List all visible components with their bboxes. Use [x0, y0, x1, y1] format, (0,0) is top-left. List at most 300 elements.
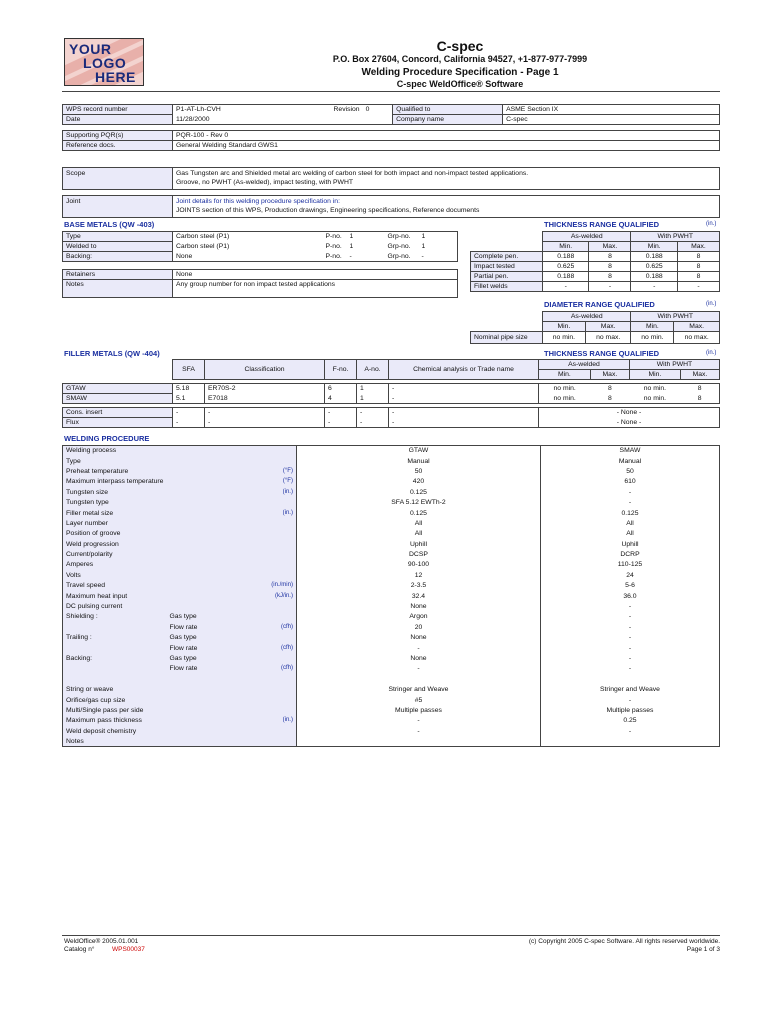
filler-fno: - [325, 408, 357, 418]
max-header: Max. [674, 322, 720, 332]
procedure-row [63, 643, 720, 653]
procedure-unit: (kJ/in.) [216, 591, 296, 601]
footer-catalog-number: WPS00037 [112, 946, 145, 953]
procedure-unit [216, 570, 296, 580]
filler-smaw-label: SMAW [63, 394, 173, 404]
filler-none: - None - [539, 408, 720, 418]
dia-value: no max. [674, 332, 720, 344]
procedure-unit [216, 612, 296, 622]
procedure-gtaw-value: Manual [296, 456, 540, 466]
procedure-row [63, 549, 720, 559]
date-value: 11/28/2000 [173, 115, 393, 125]
nominal-pipe-label: Nominal pipe size [471, 332, 543, 344]
procedure-unit: (°F) [216, 477, 296, 487]
dia-value: no max. [585, 332, 631, 344]
min-header: Min. [631, 242, 677, 252]
footer-copyright: (c) Copyright 2005 C-spec Software. All rights reserved worldwide. [528, 938, 720, 945]
procedure-sublabel: Gas type [166, 633, 216, 643]
scope-label: Scope [63, 168, 173, 190]
procedure-row [63, 695, 720, 705]
dia-value: no min. [631, 332, 674, 344]
grp-label: Grp-no. [387, 243, 411, 250]
logo-line1: YOUR [69, 41, 112, 57]
procedure-label: Amperes [63, 560, 167, 570]
grp-value: 1 [419, 242, 458, 252]
procedure-gtaw-value: GTAW [296, 446, 540, 456]
procedure-sublabel [166, 446, 216, 456]
partial-pen-label: Partial pen. [471, 272, 543, 282]
procedure-smaw-value: - [628, 727, 632, 735]
procedure-unit [216, 674, 296, 684]
procedure-row [63, 497, 720, 507]
min-header: Min. [631, 322, 674, 332]
filler-fno: 6 [325, 384, 357, 394]
document-title: Welding Procedure Specification - Page 1 [361, 67, 559, 78]
procedure-label: Weld deposit chemistry [63, 726, 167, 736]
qualified-label: Qualified to [393, 105, 503, 115]
filler-chemical: - [389, 384, 539, 394]
procedure-row [63, 570, 720, 580]
filler-ano: - [357, 408, 389, 418]
procedure-row [63, 581, 720, 591]
procedure-gtaw-value: - [296, 726, 540, 736]
reference-label: Reference docs. [63, 141, 173, 151]
procedure-smaw-value [540, 674, 719, 684]
procedure-smaw-value [540, 736, 719, 746]
procedure-gtaw-value: - [296, 664, 540, 674]
procedure-smaw-value: - [628, 655, 632, 662]
procedure-row [63, 705, 720, 715]
flux-label: Flux [63, 418, 173, 428]
footer-catalog-label: Catalog n° [64, 946, 95, 953]
procedure-smaw-value: - [628, 665, 632, 673]
thk-value: 0.188 [631, 252, 677, 262]
procedure-unit [216, 705, 296, 715]
procedure-sublabel [166, 581, 216, 591]
thk-value: 8 [589, 262, 631, 272]
procedure-smaw-value: SMAW [619, 447, 641, 455]
procedure-row [63, 560, 720, 570]
wps-label: WPS record number [63, 105, 173, 115]
procedure-row [63, 664, 720, 674]
procedure-row [63, 684, 720, 694]
filler-ano: 1 [357, 394, 389, 404]
pqr-value: PQR-100 - Rev 0 [173, 131, 720, 141]
procedure-sublabel: Gas type [166, 653, 216, 663]
procedure-smaw-value: Uphill [621, 540, 639, 548]
filler-sfa: 5.1 [173, 394, 205, 404]
min-header: Min. [629, 370, 680, 380]
procedure-sublabel [166, 456, 216, 466]
procedure-sublabel [166, 591, 216, 601]
col-sfa: SFA [173, 360, 205, 380]
pno-value: - [347, 252, 385, 262]
procedure-label: Current/polarity [63, 549, 167, 559]
thk-value: 0.188 [543, 272, 589, 282]
filler-sfa: - [173, 408, 205, 418]
company-name-label: Company name [393, 115, 503, 125]
procedure-gtaw-value: - [296, 716, 540, 726]
procedure-label [63, 674, 167, 684]
procedure-row [63, 633, 720, 643]
joint-line1: Joint details for this welding procedure specification in: [176, 198, 340, 205]
procedure-row [63, 726, 720, 736]
procedure-sublabel [166, 736, 216, 746]
procedure-label: Filler metal size [63, 508, 167, 518]
thk-value: - [677, 282, 719, 292]
procedure-unit [216, 633, 296, 643]
procedure-gtaw-value: 90-100 [296, 560, 540, 570]
procedure-row [63, 487, 720, 497]
procedure-gtaw-value: #5 [296, 695, 540, 705]
filler-classification: E7018 [205, 394, 325, 404]
base-type-label: Type [63, 232, 173, 242]
procedure-unit [216, 736, 296, 746]
grp-label: Grp-no. [385, 232, 419, 242]
scope-line1: Gas Tungsten arc and Shielded metal arc welding of carbon steel for both impact and non-impact tested applications. [176, 170, 529, 177]
with-pwht-header: With PWHT [631, 232, 720, 242]
procedure-label: Maximum heat input [63, 591, 167, 601]
record-table [62, 104, 720, 125]
max-header: Max. [585, 322, 631, 332]
thickness-range-title: THICKNESS RANGE QUALIFIED [544, 220, 660, 229]
date-label: Date [63, 115, 173, 125]
col-chemical: Chemical analysis or Trade name [389, 360, 539, 380]
procedure-gtaw-value: SFA 5.12 EWTh-2 [296, 497, 540, 507]
procedure-smaw-value: All [626, 519, 634, 527]
procedure-row [63, 446, 720, 456]
procedure-unit [216, 539, 296, 549]
filler-thk: no min. [539, 394, 591, 404]
wps-value: P1-AT-Lh-CVH [173, 105, 331, 115]
thk-value: - [543, 282, 589, 292]
filler-metals-table [62, 359, 720, 428]
procedure-sublabel [166, 508, 216, 518]
notes-value: Any group number for non impact tested applications [173, 280, 458, 298]
qualified-value: ASME Section IX [503, 105, 720, 115]
max-header: Max. [680, 370, 719, 380]
procedure-label: Shielding : [63, 612, 167, 622]
procedure-row [63, 466, 720, 476]
procedure-label: Orifice/gas cup size [63, 695, 167, 705]
procedure-unit: (cfh) [216, 643, 296, 653]
base-backing-value: None [173, 252, 323, 262]
filler-ano: - [357, 418, 389, 428]
filler-gtaw-label: GTAW [63, 384, 173, 394]
retainers-table [62, 269, 458, 298]
procedure-gtaw-value: Argon [296, 612, 540, 622]
procedure-unit: (cfh) [216, 664, 296, 674]
filler-thk: 8 [590, 394, 629, 404]
procedure-unit: (in.) [216, 508, 296, 518]
grp-value: 1 [419, 232, 458, 242]
procedure-gtaw-value: 20 [296, 622, 540, 632]
company-address: P.O. Box 27604, Concord, California 94527, +1-877-977-7999 [332, 54, 588, 64]
procedure-sublabel [166, 477, 216, 487]
thk-value: 8 [589, 252, 631, 262]
procedure-smaw-value: - [628, 696, 632, 704]
company-name-value: C-spec [503, 115, 720, 125]
filler-sfa: 5.18 [173, 384, 205, 394]
procedure-sublabel [166, 716, 216, 726]
joint-line2: JOINTS section of this WPS, Production drawings, Engineering specifications, Reference documents [176, 207, 480, 214]
procedure-label: Trailing : [63, 633, 167, 643]
procedure-smaw-value: 50 [626, 467, 634, 475]
procedure-row [63, 674, 720, 684]
procedure-gtaw-value: None [296, 633, 540, 643]
fillet-welds-label: Fillet welds [471, 282, 543, 292]
as-welded-header: As-welded [543, 232, 631, 242]
thk-value: - [589, 282, 631, 292]
company-title: C-spec [436, 38, 484, 54]
col-classification: Classification [205, 360, 325, 380]
procedure-label: DC pulsing current [63, 601, 167, 611]
procedure-smaw-value: 36.0 [623, 592, 637, 600]
procedure-sublabel [166, 487, 216, 497]
procedure-gtaw-value: 12 [296, 570, 540, 580]
thk-value: 0.625 [543, 262, 589, 272]
impact-tested-label: Impact tested [471, 262, 543, 272]
procedure-label: Type [63, 456, 167, 466]
filler-chemical: - [389, 394, 539, 404]
procedure-gtaw-value: Multiple passes [296, 705, 540, 715]
filler-fno: - [325, 418, 357, 428]
procedure-label: Backing: [63, 653, 167, 663]
procedure-unit: (°F) [216, 466, 296, 476]
min-header: Min. [543, 242, 589, 252]
procedure-sublabel [166, 601, 216, 611]
min-header: Min. [539, 370, 591, 380]
procedure-smaw-value: - [628, 623, 632, 631]
filler-thk: 8 [590, 384, 629, 394]
procedure-gtaw-value: 2-3.5 [296, 581, 540, 591]
procedure-smaw-value: Stringer and Weave [600, 686, 660, 694]
procedure-row [63, 456, 720, 466]
cons-insert-label: Cons. insert [63, 408, 173, 418]
filler-chemical: - [389, 408, 539, 418]
thickness-range-table [470, 231, 720, 292]
procedure-unit [216, 560, 296, 570]
procedure-label: Travel speed [63, 581, 167, 591]
filler-thk: 8 [680, 394, 719, 404]
procedure-smaw-value: Multiple passes [606, 706, 654, 714]
procedure-label: Tungsten size [63, 487, 167, 497]
pno-label: P-no. [323, 252, 347, 262]
procedure-unit [216, 695, 296, 705]
procedure-sublabel [166, 466, 216, 476]
pqr-label: Supporting PQR(s) [63, 131, 173, 141]
procedure-smaw-value: - [628, 488, 632, 496]
base-backing-label: Backing: [63, 252, 173, 262]
procedure-unit: (cfh) [216, 622, 296, 632]
procedure-sublabel: Flow rate [166, 643, 216, 653]
procedure-row [63, 601, 720, 611]
procedure-unit [216, 549, 296, 559]
procedure-smaw-value: 0.25 [623, 717, 637, 725]
procedure-label: Notes [63, 736, 167, 746]
dia-value: no min. [543, 332, 586, 344]
procedure-unit [216, 456, 296, 466]
revision-value: 0 [363, 105, 393, 115]
procedure-smaw-value: 24 [626, 571, 634, 579]
header-divider [62, 91, 720, 92]
diameter-range-title: DIAMETER RANGE QUALIFIED [544, 300, 655, 309]
retainers-label: Retainers [63, 270, 173, 280]
filler-fno: 4 [325, 394, 357, 404]
filler-metals-title: FILLER METALS (QW -404) [64, 349, 160, 358]
procedure-sublabel [166, 570, 216, 580]
thickness-unit: (in.) [706, 221, 717, 227]
filler-thickness-title: THICKNESS RANGE QUALIFIED [544, 349, 660, 358]
procedure-label: Weld progression [63, 539, 167, 549]
welding-procedure-table [62, 445, 720, 747]
grp-value: - [419, 252, 458, 262]
procedure-label: Preheat temperature [63, 466, 167, 476]
procedure-unit: (in.) [216, 716, 296, 726]
procedure-sublabel [166, 684, 216, 694]
max-header: Max. [590, 370, 629, 380]
procedure-smaw-value: - [628, 634, 632, 642]
procedure-row [63, 518, 720, 528]
procedure-gtaw-value: Stringer and Weave [296, 684, 540, 694]
procedure-smaw-value: 5-6 [625, 582, 635, 590]
procedure-gtaw-value: 0.125 [296, 508, 540, 518]
procedure-gtaw-value: None [296, 601, 540, 611]
thk-value: 8 [677, 272, 719, 282]
procedure-unit [216, 726, 296, 736]
thk-value: - [631, 282, 677, 292]
filler-chemical: - [389, 418, 539, 428]
joint-label: Joint [63, 196, 173, 218]
pqr-table [62, 130, 720, 151]
as-welded-header: As-welded [539, 360, 630, 370]
grp-label: Grp-no. [385, 252, 419, 262]
filler-classification: - [205, 418, 325, 428]
procedure-smaw-value: - [628, 613, 632, 621]
procedure-row [63, 539, 720, 549]
procedure-smaw-value: All [626, 530, 634, 538]
logo-line3: HERE [95, 69, 136, 85]
procedure-smaw-value: 110-125 [617, 561, 643, 569]
revision-label: Revision [331, 105, 363, 115]
procedure-smaw-value: 0.125 [621, 509, 639, 517]
retainers-value: None [173, 270, 458, 280]
min-header: Min. [543, 322, 586, 332]
procedure-smaw-value: DCRP [620, 551, 640, 559]
thk-value: 0.188 [543, 252, 589, 262]
diameter-range-table [470, 311, 720, 344]
procedure-smaw-value: - [628, 499, 632, 507]
filler-sfa: - [173, 418, 205, 428]
filler-thk: no min. [629, 384, 680, 394]
procedure-label: Welding process [63, 446, 167, 456]
filler-thk: 8 [680, 384, 719, 394]
as-welded-header: As-welded [543, 312, 631, 322]
procedure-unit [216, 684, 296, 694]
footer-divider [62, 935, 720, 936]
thk-value: 0.188 [631, 272, 677, 282]
procedure-label: Volts [63, 570, 167, 580]
procedure-gtaw-value: All [296, 518, 540, 528]
complete-pen-label: Complete pen. [471, 252, 543, 262]
procedure-sublabel [166, 497, 216, 507]
procedure-gtaw-value: All [296, 529, 540, 539]
pno-value: 1 [349, 243, 354, 250]
procedure-sublabel: Gas type [166, 612, 216, 622]
procedure-sublabel: Flow rate [166, 622, 216, 632]
procedure-sublabel [166, 529, 216, 539]
procedure-sublabel [166, 560, 216, 570]
base-type-value: Carbon steel (P1) [173, 232, 323, 242]
procedure-sublabel [166, 674, 216, 684]
thk-value: 8 [589, 272, 631, 282]
pno-value: 1 [347, 232, 385, 242]
filler-thk: no min. [629, 394, 680, 404]
procedure-sublabel [166, 695, 216, 705]
pno-label: P-no. [323, 232, 347, 242]
procedure-sublabel [166, 705, 216, 715]
thk-value: 8 [677, 262, 719, 272]
procedure-label [63, 664, 167, 674]
procedure-label [63, 622, 167, 632]
scope-line2: Groove, no PWHT (As-welded), impact testing, with PWHT [176, 179, 354, 186]
procedure-label: Position of groove [63, 529, 167, 539]
procedure-unit [216, 518, 296, 528]
procedure-row [63, 529, 720, 539]
base-metals-title: BASE METALS (QW -403) [64, 220, 155, 229]
procedure-gtaw-value: 420 [296, 477, 540, 487]
notes-label: Notes [63, 280, 173, 298]
procedure-label: Tungsten type [63, 497, 167, 507]
procedure-row [63, 591, 720, 601]
procedure-label [63, 643, 167, 653]
pno-label: P-no. [325, 243, 342, 250]
company-logo [64, 38, 144, 86]
procedure-sublabel [166, 518, 216, 528]
filler-classification: - [205, 408, 325, 418]
procedure-label: Layer number [63, 518, 167, 528]
procedure-sublabel [166, 726, 216, 736]
procedure-row [63, 736, 720, 746]
footer-version: WeldOffice® 2005.01.001 [64, 938, 139, 945]
procedure-label: Multi/Single pass per side [63, 705, 167, 715]
joint-table [62, 195, 720, 218]
col-fno: F-no. [325, 360, 357, 380]
procedure-row [63, 477, 720, 487]
diameter-unit: (in.) [706, 301, 717, 307]
procedure-row [63, 612, 720, 622]
procedure-sublabel [166, 539, 216, 549]
filler-unit: (in.) [706, 350, 717, 356]
base-metals-table [62, 231, 458, 262]
procedure-unit: (in.) [216, 487, 296, 497]
procedure-gtaw-value: Uphill [296, 539, 540, 549]
procedure-sublabel: Flow rate [166, 664, 216, 674]
procedure-gtaw-value: 50 [296, 466, 540, 476]
base-welded-to-label: Welded to [63, 242, 173, 252]
thk-value: 8 [677, 252, 719, 262]
procedure-row [63, 716, 720, 726]
max-header: Max. [677, 242, 719, 252]
procedure-unit [216, 653, 296, 663]
footer-page: Page 1 of 3 [686, 946, 720, 953]
thk-value: 0.625 [631, 262, 677, 272]
procedure-sublabel [166, 549, 216, 559]
procedure-row [63, 508, 720, 518]
procedure-gtaw-value: - [296, 643, 540, 653]
filler-classification: ER70S-2 [205, 384, 325, 394]
filler-none: - None - [539, 418, 720, 428]
